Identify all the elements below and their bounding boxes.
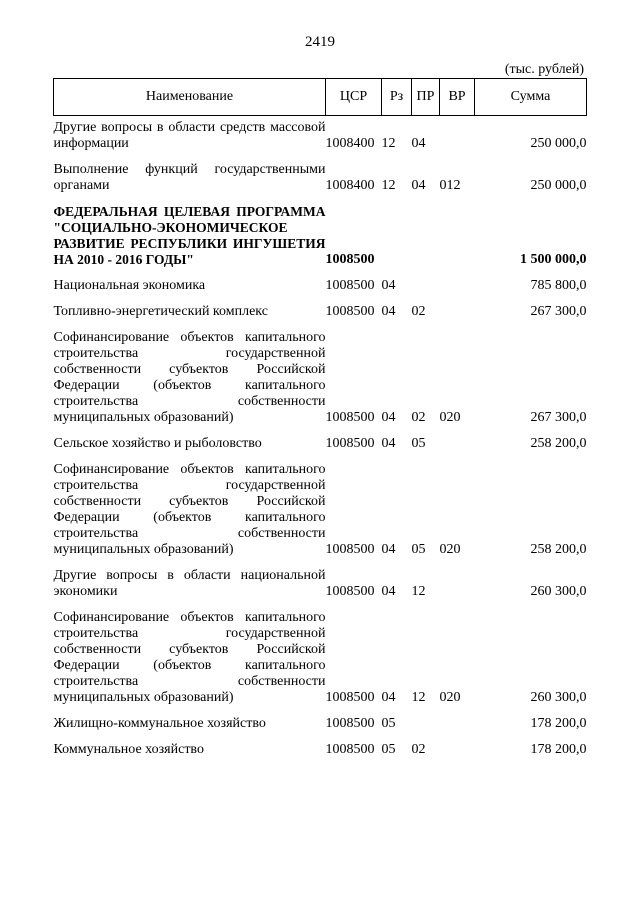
cell-sum: 260 300,0 xyxy=(530,584,587,599)
cell-vr: 020 xyxy=(439,690,461,705)
header-csr: ЦСР xyxy=(326,79,382,116)
cell-vr xyxy=(440,300,475,326)
cell-name: Софинансирование объектов капитального строительства государственной собственности субъектов Российской Федерации (объектов капитального строительства собственности муниципальных образований) xyxy=(53,330,326,425)
cell-sum: 178 200,0 xyxy=(530,716,587,731)
cell-sum: 250 000,0 xyxy=(530,178,587,193)
cell-vr xyxy=(440,738,475,764)
table-row xyxy=(54,432,587,458)
cell-pr: 04 xyxy=(411,178,426,193)
cell-csr: 1008500 xyxy=(325,278,375,293)
table-row xyxy=(54,564,587,606)
cell-sum: 258 200,0 xyxy=(530,436,587,451)
cell-pr: 02 xyxy=(411,742,426,757)
header-sum: Сумма xyxy=(475,79,587,116)
table-row xyxy=(54,116,587,159)
cell-csr: 1008400 xyxy=(325,178,375,193)
cell-name: Софинансирование объектов капитального строительства государственной собственности субъектов Российской Федерации (объектов капитального строительства собственности муниципальных образований) xyxy=(53,610,326,705)
header-name: Наименование xyxy=(54,79,326,116)
table-row xyxy=(54,158,587,200)
cell-pr: 12 xyxy=(411,690,426,705)
cell-vr xyxy=(440,432,475,458)
cell-pr: 02 xyxy=(411,304,426,319)
cell-rz: 04 xyxy=(381,690,396,705)
cell-sum: 267 300,0 xyxy=(530,304,587,319)
table-row xyxy=(54,738,587,764)
table-row xyxy=(54,458,587,564)
budget-table xyxy=(53,78,587,764)
cell-name: Софинансирование объектов капитального строительства государственной собственности субъектов Российской Федерации (объектов капитального строительства собственности муниципальных образований) xyxy=(53,462,326,557)
table-row xyxy=(54,326,587,432)
cell-csr: 1008500 xyxy=(325,584,375,599)
cell-vr xyxy=(440,564,475,606)
cell-csr: 1008500 xyxy=(325,690,375,705)
cell-csr: 1008500 xyxy=(325,742,375,757)
cell-rz: 12 xyxy=(381,136,396,151)
cell-vr xyxy=(440,116,475,159)
cell-rz: 04 xyxy=(381,278,396,293)
cell-csr: 1008400 xyxy=(325,136,375,151)
cell-name: Сельское хозяйство и рыболовство xyxy=(53,436,262,451)
cell-sum: 250 000,0 xyxy=(530,136,587,151)
cell-vr: 020 xyxy=(439,410,461,425)
table-row xyxy=(54,712,587,738)
cell-pr xyxy=(412,712,440,738)
cell-name: Другие вопросы в области национальной экономики xyxy=(53,568,326,599)
header-pr: ПР xyxy=(412,79,440,116)
cell-sum: 178 200,0 xyxy=(530,742,587,757)
units-label: (тыс. рублей) xyxy=(504,62,584,77)
cell-name: Топливно-энергетический комплекс xyxy=(53,304,268,319)
cell-pr: 04 xyxy=(411,136,426,151)
cell-rz xyxy=(382,200,412,274)
cell-csr: 1008500 xyxy=(325,304,375,319)
cell-sum: 260 300,0 xyxy=(530,690,587,705)
cell-vr xyxy=(440,274,475,300)
table-body xyxy=(54,116,587,765)
cell-csr: 1008500 xyxy=(325,436,375,451)
table-row xyxy=(54,606,587,712)
cell-pr xyxy=(412,200,440,274)
cell-vr: 020 xyxy=(439,542,461,557)
cell-vr xyxy=(440,200,475,274)
cell-name: Жилищно-коммунальное хозяйство xyxy=(53,716,266,731)
cell-csr: 1008500 xyxy=(325,542,375,557)
table-row xyxy=(54,300,587,326)
cell-pr xyxy=(412,274,440,300)
table-row xyxy=(54,200,587,274)
cell-csr: 1008500 xyxy=(325,410,375,425)
cell-rz: 04 xyxy=(381,410,396,425)
cell-sum: 1 500 000,0 xyxy=(520,252,587,267)
cell-sum: 785 800,0 xyxy=(530,278,587,293)
cell-rz: 05 xyxy=(381,716,396,731)
cell-sum: 267 300,0 xyxy=(530,410,587,425)
cell-csr: 1008500 xyxy=(325,252,375,267)
page-number: 2419 xyxy=(305,34,335,50)
cell-vr: 012 xyxy=(439,178,461,193)
cell-pr: 02 xyxy=(411,410,426,425)
cell-rz: 05 xyxy=(381,742,396,757)
cell-pr: 05 xyxy=(411,542,426,557)
header-vr: ВР xyxy=(440,79,475,116)
cell-rz: 04 xyxy=(381,436,396,451)
cell-csr: 1008500 xyxy=(325,716,375,731)
header-rz: Рз xyxy=(382,79,412,116)
cell-rz: 04 xyxy=(381,584,396,599)
cell-name: Коммунальное хозяйство xyxy=(53,742,204,757)
cell-name: Выполнение функций государственными органами xyxy=(53,162,326,193)
cell-name: ФЕДЕРАЛЬНАЯ ЦЕЛЕВАЯ ПРОГРАММА "СОЦИАЛЬНО-ЭКОНОМИЧЕСКОЕ РАЗВИТИЕ РЕСПУБЛИКИ ИНГУШЕТИЯ НА 2010 - 2016 ГОДЫ" xyxy=(53,204,326,267)
table-row xyxy=(54,274,587,300)
cell-pr: 05 xyxy=(411,436,426,451)
cell-name: Национальная экономика xyxy=(53,278,206,293)
cell-sum: 258 200,0 xyxy=(530,542,587,557)
cell-pr: 12 xyxy=(411,584,426,599)
cell-name: Другие вопросы в области средств массовой информации xyxy=(53,120,326,151)
cell-vr xyxy=(440,712,475,738)
cell-rz: 12 xyxy=(381,178,396,193)
cell-rz: 04 xyxy=(381,542,396,557)
cell-rz: 04 xyxy=(381,304,396,319)
table-header-row xyxy=(54,79,587,116)
